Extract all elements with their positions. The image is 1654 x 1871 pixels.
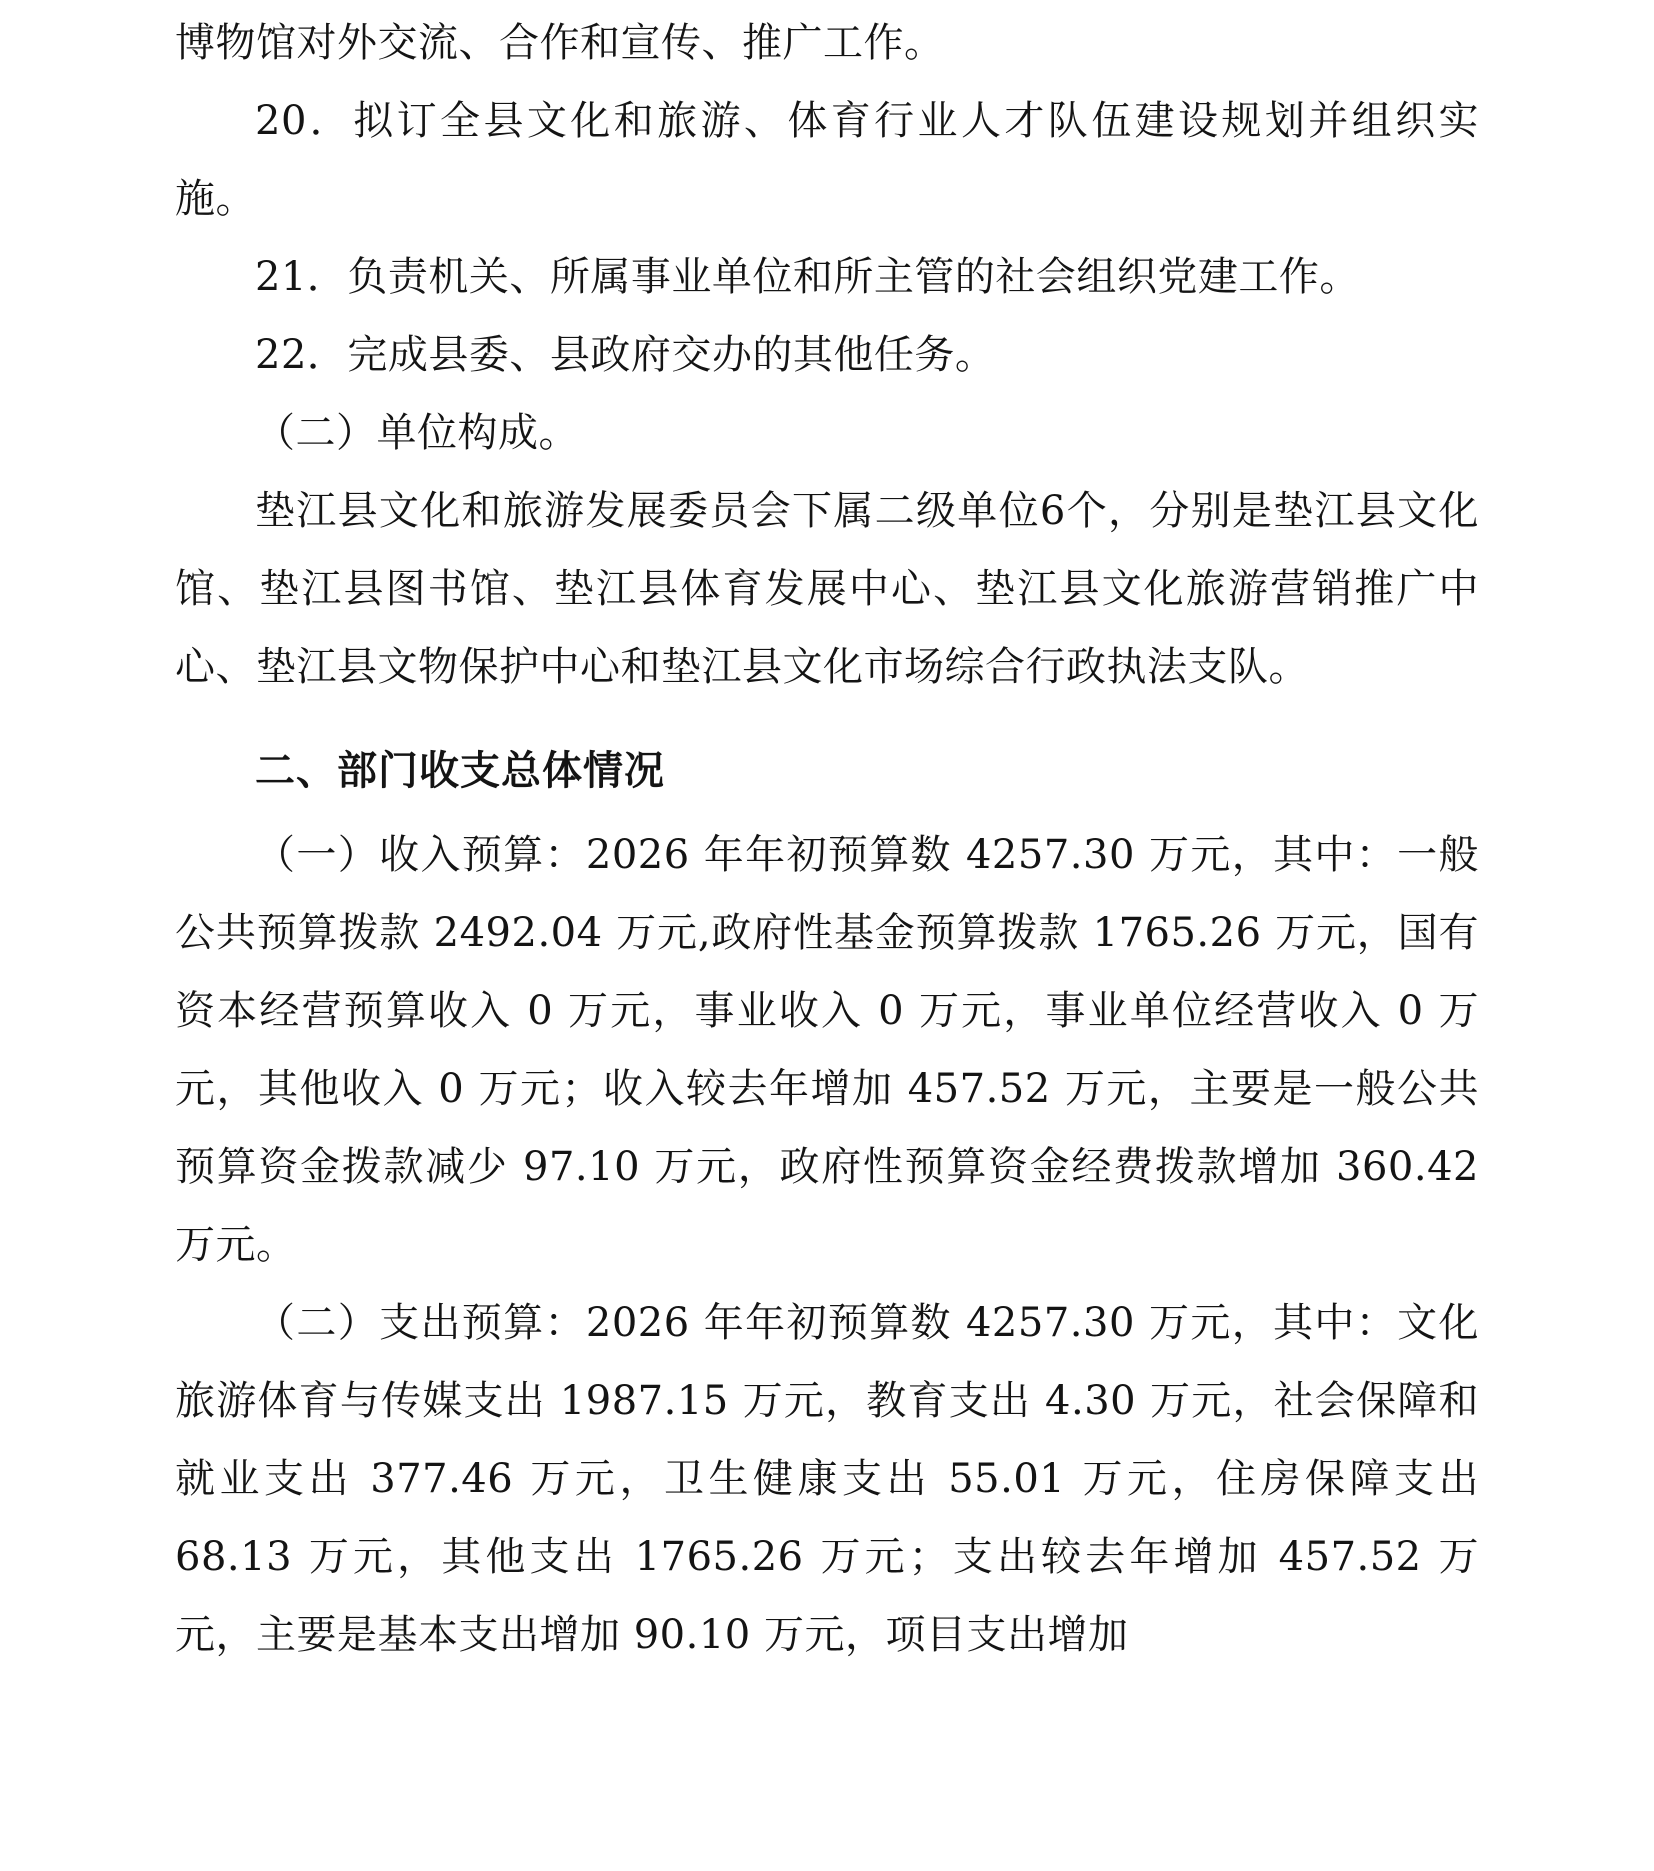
paragraph-unit-composition-detail: 垫江县文化和旅游发展委员会下属二级单位6个，分别是垫江县文化馆、垫江县图书馆、垫江县体育发展中心、垫江县文化旅游营销推广中心、垫江县文物保护中心和垫江县文化市场综合行政执法支队。 xyxy=(175,488,1479,690)
paragraph-item-20: 20．拟订全县文化和旅游、体育行业人才队伍建设规划并组织实施。 xyxy=(175,98,1479,222)
paragraph-continued-19: 博物馆对外交流、合作和宣传、推广工作。 xyxy=(175,20,945,66)
paragraph-item-21: 21．负责机关、所属事业单位和所主管的社会组织党建工作。 xyxy=(255,254,1360,300)
paragraph-revenue-budget: （一）收入预算：2026 年年初预算数 4257.30 万元，其中：一般公共预算拨款 2492.04 万元,政府性基金预算拨款 1765.26 万元，国有资本经营预算收入 0 万元，事业收入 0 万元，事业单位经营收入 0 万元，其他收入 0 万元；收入较去年增加 457.52 万元，主要是一般公共预算资金拨款减少 97.10 万元，政府性预算资金经费拨款增加 360.42 万元。 xyxy=(175,832,1479,1268)
document-body xyxy=(175,0,1479,1674)
heading-department-revenue-expenditure: 二、部门收支总体情况 xyxy=(255,748,665,794)
paragraph-unit-composition-title: （二）单位构成。 xyxy=(255,410,579,456)
paragraph-expenditure-budget: （二）支出预算：2026 年年初预算数 4257.30 万元，其中：文化旅游体育与传媒支出 1987.15 万元，教育支出 4.30 万元，社会保障和就业支出 377.46 万元，卫生健康支出 55.01 万元，住房保障支出 68.13 万元，其他支出 1765.26 万元；支出较去年增加 457.52 万元，主要是基本支出增加 90.10 万元，项目支出增加 xyxy=(175,1300,1479,1658)
paragraph-item-22: 22．完成县委、县政府交办的其他任务。 xyxy=(255,332,996,378)
